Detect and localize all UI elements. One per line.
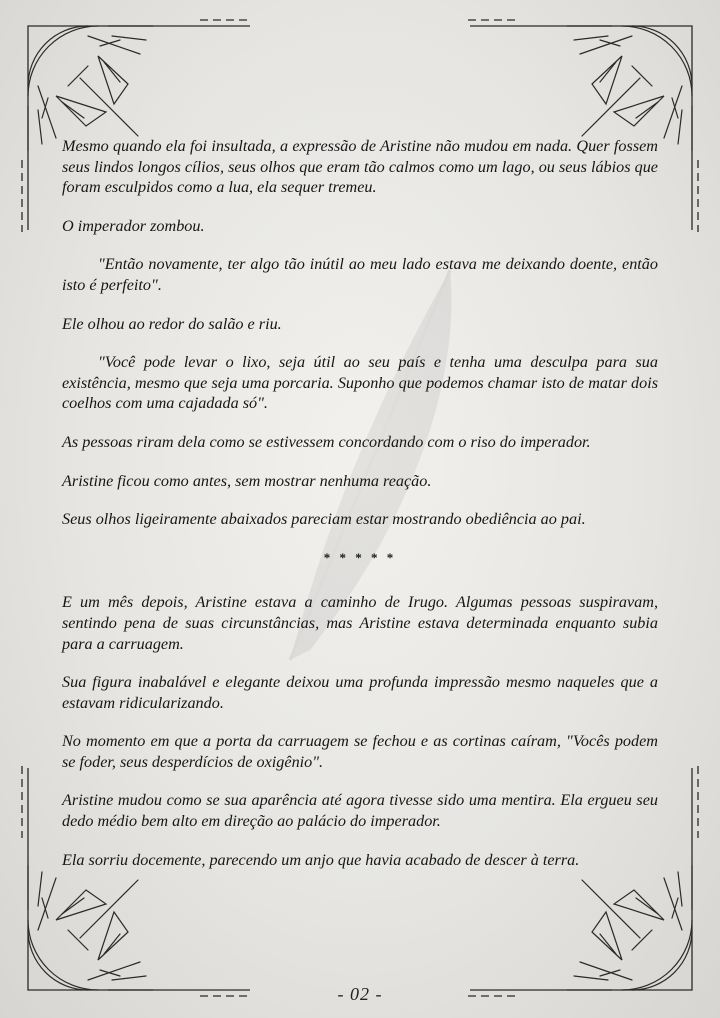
section-separator: * * * * * [323,549,397,565]
paragraph: Aristine mudou como se sua aparência até agora tivesse sido uma mentira. Ela ergueu seu dedo médio bem alto em direção ao palácio do imperador. [62,791,658,831]
paragraph: Sua figura inabalável e elegante deixou uma profunda impressão mesmo naqueles que a estavam ridicularizando. [62,673,658,712]
page-number: - 02 - [337,984,383,1004]
paragraph: E um mês depois, Aristine estava a caminho de Irugo. Algumas pessoas suspiravam, sentindo pena de suas circunstâncias, mas Aristine estava determinada enquanto subia para a carruagem. [62,593,658,653]
paragraph: Aristine ficou como antes, sem mostrar nenhuma reação. [62,471,432,490]
paragraph: No momento em que a porta da carruagem se fechou e as cortinas caíram, "Vocês podem se foder, seus desperdícios de oxigênio". [62,732,658,771]
paragraph: Ele olhou ao redor do salão e riu. [62,314,282,333]
paragraph: Ela sorriu docemente, parecendo um anjo que havia acabado de descer à terra. [62,850,580,869]
corner-sunburst-icon [28,26,153,151]
paragraph: "Você pode levar o lixo, seja útil ao seu país e tenha uma desculpa para sua existência, mesmo que seja uma porcaria. Suponho que podemos chamar isto de matar dois coelhos com uma cajadada só". [62,353,658,413]
page-body [62,136,658,888]
paragraph: As pessoas riram dela como se estivessem concordando com o riso do imperador. [62,432,591,451]
paragraph: Seus olhos ligeiramente abaixados pareciam estar mostrando obediência ao pai. [62,510,586,529]
paragraph: O imperador zombou. [62,216,205,235]
corner-sunburst-icon [567,26,692,151]
paragraph: "Então novamente, ter algo tão inútil ao meu lado estava me deixando doente, então isto é perfeito". [62,255,658,294]
paragraph: Mesmo quando ela foi insultada, a expressão de Aristine não mudou em nada. Quer fossem seus lindos longos cílios, seus olhos que eram tão calmos como um lago, ou seus lábios que foram esculpidos como a lua, ela sequer tremeu. [62,137,658,197]
